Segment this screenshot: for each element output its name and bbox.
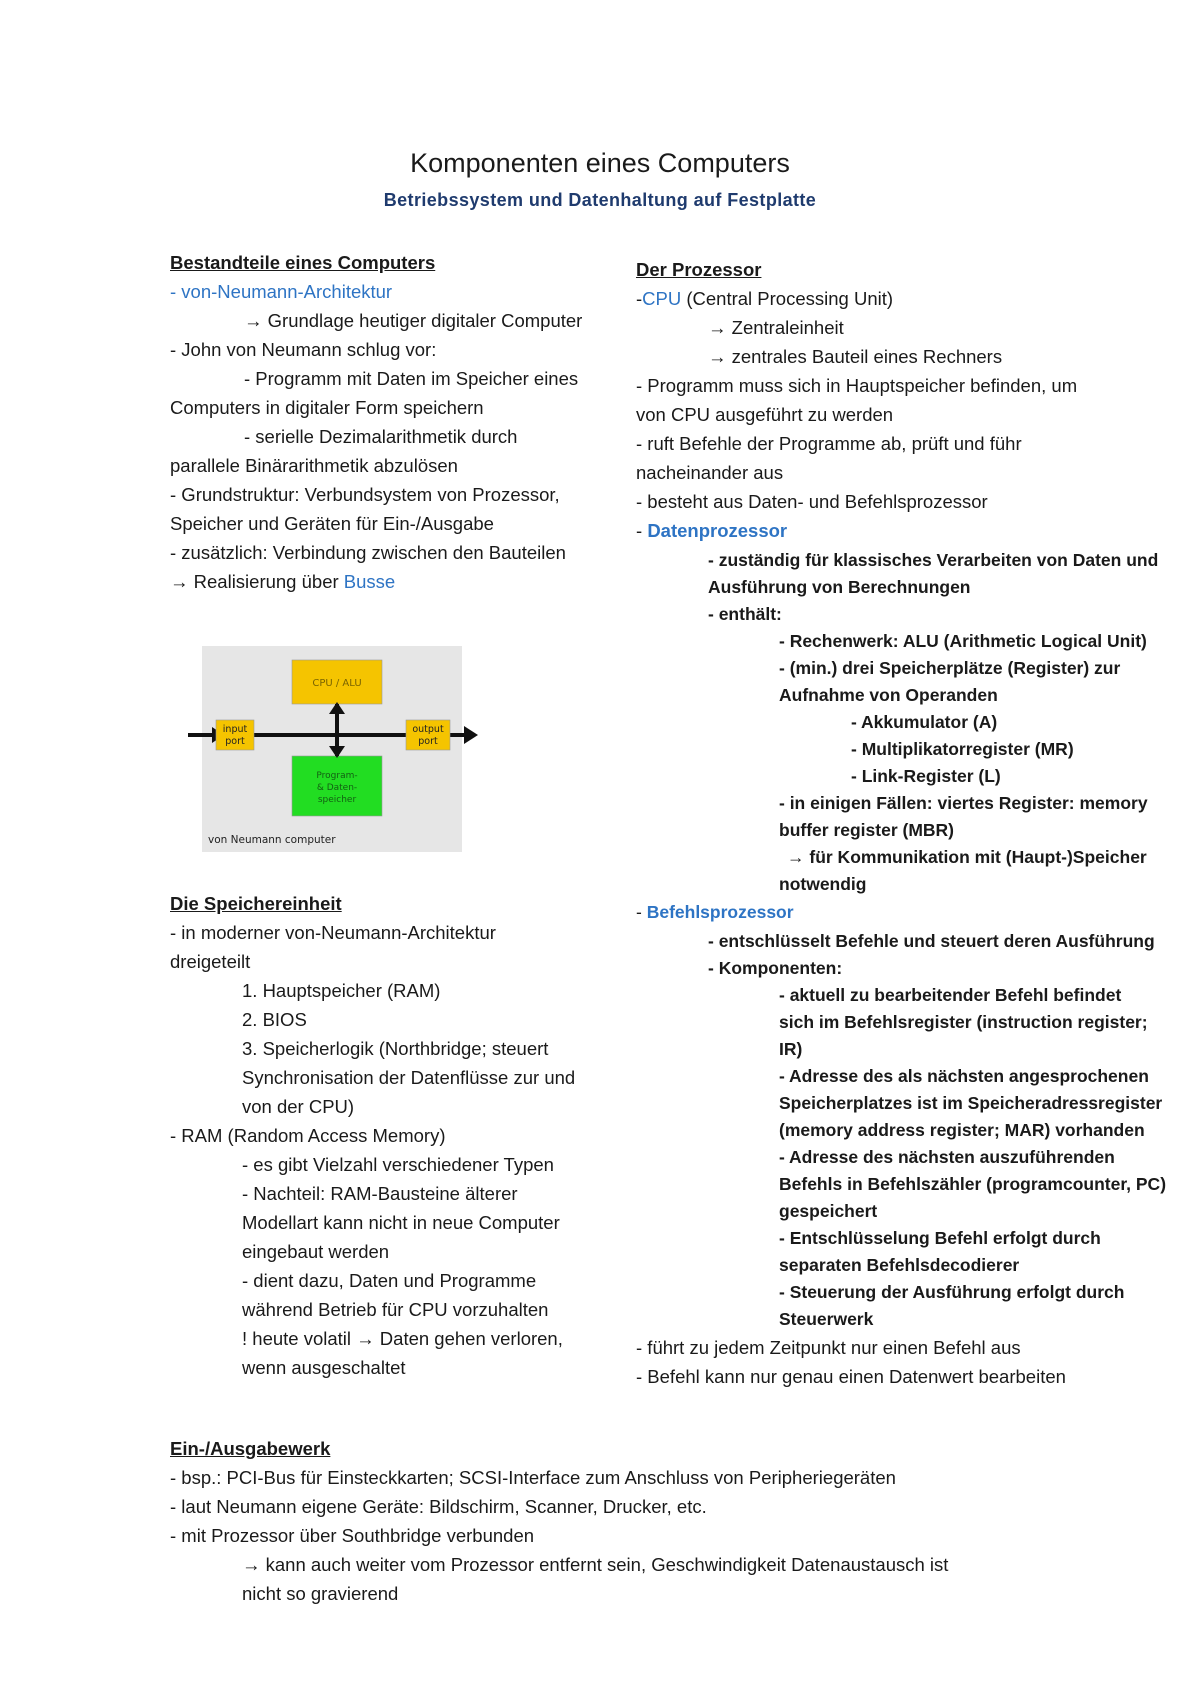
left-column-line [244,310,582,332]
text: von CPU ausgeführt zu werden [636,404,894,425]
left-column-line [242,1328,563,1350]
text: → Realisierung über [170,571,344,592]
left-column-line [170,951,250,973]
left-column-line [242,1096,354,1118]
right-column-line [708,346,1002,368]
text: eingebaut werden [242,1241,390,1262]
left-column-line [170,252,435,274]
text: parallele Binärarithmetik abzulösen [170,455,458,476]
highlight-term: CPU [642,288,682,309]
text: - es gibt Vielzahl verschiedener Typen [242,1154,554,1175]
right-bold-block-line [851,712,997,733]
left-column-line [170,1125,446,1147]
left-column-line [242,1009,307,1031]
right-bold-block-line [779,1255,1019,1276]
left-column-line [170,542,566,564]
text: Befehls in Befehlszähler (programcounter, PC) [779,1174,1167,1194]
left-column-line [242,1241,389,1263]
left-column-line [244,368,578,390]
bottom-section-line [170,1467,896,1489]
text: sich im Befehlsregister (instruction register; [779,1012,1148,1032]
right-bold-block-line [779,1201,877,1222]
right-column-line [636,288,893,310]
text-tail: (Central Processing Unit) [681,288,894,309]
von-neumann-diagram [188,640,478,855]
left-column-line [170,455,458,477]
text: - Befehl kann nur genau einen Datenwert bearbeiten [636,1366,1066,1387]
text: - in einigen Fällen: viertes Register: memory [779,793,1148,813]
bottom-section-line [170,1496,707,1518]
text: Die Speichereinheit [170,893,342,914]
text: 2. BIOS [242,1009,307,1030]
left-column-line [242,1357,406,1379]
text: Computers in digitaler Form speichern [170,397,484,418]
right-bold-block-line [779,1066,1149,1087]
right-bold-block-line [779,1012,1148,1033]
text: Synchronisation der Datenflüsse zur und [242,1067,576,1088]
text: - Multiplikatorregister (MR) [851,739,1074,759]
text: Speicherplatzes ist im Speicheradressregister [779,1093,1163,1113]
left-column-line [242,1183,518,1205]
left-column-line [242,1038,548,1060]
output-port-label-1: output [412,724,444,735]
text: - ruft Befehle der Programme ab, prüft und führ [636,433,1022,454]
right-column-line [636,404,893,426]
text: (memory address register; MAR) vorhanden [779,1120,1145,1140]
link-term: Busse [343,571,396,592]
text: 1. Hauptspeicher (RAM) [242,980,441,1001]
text: - mit Prozessor über Southbridge verbunden [170,1525,535,1546]
page-subtitle: Betriebssystem und Datenhaltung auf Festplatte [383,190,817,210]
text: - Akkumulator (A) [851,712,998,732]
text: - [636,520,648,541]
right-bold-block-line [779,1147,1115,1168]
text: Steuerwerk [779,1309,874,1329]
left-column-line [170,893,342,915]
left-column-line [242,1154,554,1176]
text: - enthält: [708,604,782,624]
text: Ein-/Ausgabewerk [170,1438,331,1459]
right-bold-block-line [779,1039,802,1060]
text: während Betrieb für CPU vorzuhalten [242,1299,549,1320]
input-port-label-2: port [225,736,245,747]
right-bold-block-line [636,902,794,923]
left-column-line [242,980,440,1002]
text: - Adresse des als nächsten angesprochenen [779,1066,1149,1086]
text: - bsp.: PCI-Bus für Einsteckkarten; SCSI-Interface zum Anschluss von Peripheriegeräten [170,1467,896,1488]
text: separaten Befehlsdecodierer [779,1255,1020,1275]
right-bold-block-line [708,958,842,979]
text: nicht so gravierend [242,1583,399,1604]
right-bold-block-line [779,874,866,895]
right-bold-block-line [851,766,1001,787]
text: - aktuell zu bearbeitender Befehl befindet [779,985,1122,1005]
left-column-line [170,922,496,944]
left-column-line [242,1212,560,1234]
text: - dient dazu, Daten und Programme [242,1270,537,1291]
text: - Rechenwerk: ALU (Arithmetic Logical Unit) [779,631,1147,651]
right-bold-block-line [779,820,954,841]
right-bold-block-line [787,847,1147,868]
memory-label-2: & Daten- [316,783,358,793]
text: → Zentraleinheit [708,317,844,338]
right-bold-block-line [779,685,998,706]
left-column-line [170,484,560,506]
left-column-line [242,1067,575,1089]
bottom-section-line [242,1554,948,1576]
text: Der Prozessor [636,259,762,280]
text: - von-Neumann-Architektur [170,281,393,302]
text: nacheinander aus [636,462,784,483]
text: - Komponenten: [708,958,843,978]
text: ! heute volatil → Daten gehen verloren, [242,1328,563,1349]
bus-arrow-right-icon [464,726,478,744]
text: - [636,288,643,309]
text: - zusätzlich: Verbindung zwischen den Bauteilen [170,542,566,563]
right-tail-line [636,1337,1021,1359]
text: - [636,902,647,922]
text: - in moderner von-Neumann-Architektur [170,922,496,943]
left-column-line [170,513,494,535]
text: - RAM (Random Access Memory) [170,1125,446,1146]
text: - Nachteil: RAM-Bausteine älterer [242,1183,518,1204]
text: - serielle Dezimalarithmetik durch [244,426,518,447]
right-bold-block-line [779,1093,1162,1114]
right-bold-block-line [708,604,782,625]
left-column-line [170,339,436,361]
text: - Grundstruktur: Verbundsystem von Prozessor, [170,484,560,505]
text: Aufnahme von Operanden [779,685,998,705]
memory-label-3: speicher [317,795,357,805]
text: Modellart kann nicht in neue Computer [242,1212,560,1233]
text: - Adresse des nächsten auszuführenden [779,1147,1115,1167]
right-bold-block-line [779,1120,1145,1141]
memory-label-1: Program- [316,771,358,781]
page-title: Komponenten eines Computers [410,148,790,178]
left-column-line [170,281,392,303]
right-column-line [636,462,783,484]
text: 3. Speicherlogik (Northbridge; steuert [242,1038,549,1059]
output-port-label-2: port [418,736,438,747]
text: Ausführung von Berechnungen [708,577,971,597]
text: - Link-Register (L) [851,766,1001,786]
left-column-line [242,1299,548,1321]
text: dreigeteilt [170,951,251,972]
text: - Steuerung der Ausführung erfolgt durch [779,1282,1125,1302]
text: - besteht aus Daten- und Befehlsprozessor [636,491,988,512]
right-column-line [636,375,1077,397]
text: von der CPU) [242,1096,355,1117]
text: - Programm muss sich in Hauptspeicher befinden, um [636,375,1078,396]
text: → Grundlage heutiger digitaler Computer [244,310,583,331]
text: wenn ausgeschaltet [242,1357,406,1378]
text: → zentrales Bauteil eines Rechners [708,346,1003,367]
text: gespeichert [779,1201,878,1221]
diagram-caption: von Neumann computer [208,834,336,846]
right-bold-block-line [851,739,1074,760]
left-column-line [170,397,484,419]
text: notwendig [779,874,867,894]
section-term: Datenprozessor [647,520,788,541]
text: - führt zu jedem Zeitpunkt nur einen Befehl aus [636,1337,1021,1358]
left-column-line [242,1270,536,1292]
left-column-line [170,571,395,593]
right-bold-block-line [779,631,1147,652]
left-column-line [244,426,517,448]
right-column-line [708,317,844,339]
text: Bestandteile eines Computers [170,252,436,273]
text: - zuständig für klassisches Verarbeiten von Daten und [708,550,1159,570]
right-bold-block-line [779,1282,1124,1303]
bottom-section-line [242,1583,398,1605]
input-port-label-1: input [222,724,248,735]
text: IR) [779,1039,803,1059]
section-term: Befehlsprozessor [646,902,794,922]
cpu-label: CPU / ALU [312,678,362,689]
bottom-section-line [170,1438,330,1460]
text: - laut Neumann eigene Geräte: Bildschirm, Scanner, Drucker, etc. [170,1496,707,1517]
right-column-line [636,433,1022,455]
text: - Entschlüsselung Befehl erfolgt durch [779,1228,1101,1248]
text: buffer register (MBR) [779,820,955,840]
text: → kann auch weiter vom Prozessor entfernt sein, Geschwindigkeit Datenaustausch ist [242,1554,949,1575]
right-bold-block-line [779,1309,873,1330]
right-column-line [636,520,787,542]
right-column-line [636,491,988,513]
right-bold-block-line [708,577,971,598]
right-bold-block-line [708,550,1158,571]
right-bold-block-line [779,658,1120,679]
text: → für Kommunikation mit (Haupt-)Speicher [787,847,1147,867]
text: - Programm mit Daten im Speicher eines [244,368,579,389]
right-bold-block-line [708,931,1155,952]
right-bold-block-line [779,793,1148,814]
text: - (min.) drei Speicherplätze (Register) zur [779,658,1121,678]
right-bold-block-line [779,985,1121,1006]
text: Speicher und Geräten für Ein-/Ausgabe [170,513,494,534]
text: - entschlüsselt Befehle und steuert deren Ausführung [708,931,1155,951]
right-bold-block-line [779,1174,1166,1195]
right-tail-line [636,1366,1066,1388]
bottom-section-line [170,1525,534,1547]
text: - John von Neumann schlug vor: [170,339,437,360]
right-column-line [636,259,761,281]
right-bold-block-line [779,1228,1101,1249]
